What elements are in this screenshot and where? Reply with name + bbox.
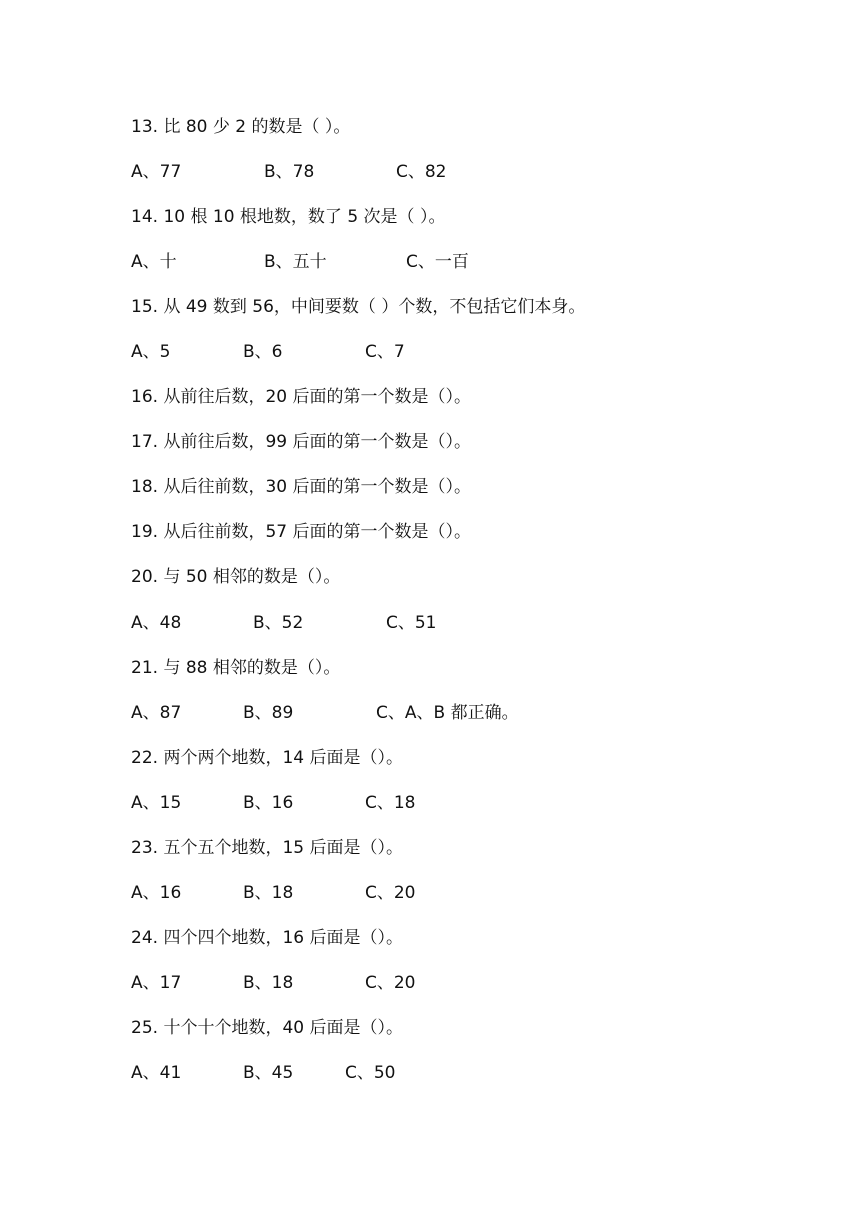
option-b: B、五十 bbox=[264, 252, 327, 272]
question-25 bbox=[131, 1016, 403, 1040]
option-a: A、87 bbox=[131, 703, 182, 723]
question-23 bbox=[131, 836, 403, 860]
option-c: C、20 bbox=[365, 973, 416, 993]
question-24 bbox=[131, 926, 403, 950]
option-c: C、7 bbox=[365, 342, 405, 362]
question-number: 20. bbox=[131, 567, 159, 587]
question-number: 14. bbox=[131, 207, 159, 227]
question-text: 与 88 相邻的数是（）。 bbox=[163, 658, 341, 678]
question-text: 与 50 相邻的数是（）。 bbox=[163, 567, 341, 587]
option-b: B、45 bbox=[243, 1063, 294, 1083]
question-text: 比 80 少 2 的数是（ ）。 bbox=[163, 117, 351, 137]
option-a: A、48 bbox=[131, 613, 182, 633]
option-a: A、77 bbox=[131, 162, 182, 182]
option-c: C、A、B 都正确。 bbox=[376, 703, 519, 723]
question-text: 从后往前数，30 后面的第一个数是（）。 bbox=[163, 477, 471, 497]
question-15 bbox=[131, 295, 585, 319]
question-16 bbox=[131, 385, 471, 409]
question-number: 24. bbox=[131, 928, 159, 948]
option-a: A、十 bbox=[131, 252, 177, 272]
option-b: B、18 bbox=[243, 973, 294, 993]
question-17 bbox=[131, 430, 471, 454]
question-text: 五个五个地数，15 后面是（）。 bbox=[163, 838, 403, 858]
question-number: 17. bbox=[131, 432, 159, 452]
question-text: 从前往后数，20 后面的第一个数是（）。 bbox=[163, 387, 471, 407]
option-b: B、89 bbox=[243, 703, 294, 723]
question-number: 18. bbox=[131, 477, 159, 497]
option-b: B、78 bbox=[264, 162, 315, 182]
question-number: 13. bbox=[131, 117, 159, 137]
option-a: A、15 bbox=[131, 793, 182, 813]
option-b: B、16 bbox=[243, 793, 294, 813]
question-14 bbox=[131, 205, 445, 229]
option-a: A、16 bbox=[131, 883, 182, 903]
option-c: C、82 bbox=[396, 162, 447, 182]
question-number: 25. bbox=[131, 1018, 159, 1038]
question-text: 十个十个地数，40 后面是（）。 bbox=[163, 1018, 403, 1038]
option-a: A、17 bbox=[131, 973, 182, 993]
question-number: 15. bbox=[131, 297, 159, 317]
question-22 bbox=[131, 746, 403, 770]
option-b: B、6 bbox=[243, 342, 283, 362]
option-a: A、41 bbox=[131, 1063, 182, 1083]
option-c: C、20 bbox=[365, 883, 416, 903]
question-text: 两个两个地数，14 后面是（）。 bbox=[163, 748, 403, 768]
question-number: 19. bbox=[131, 522, 159, 542]
question-number: 21. bbox=[131, 658, 159, 678]
question-number: 16. bbox=[131, 387, 159, 407]
question-21 bbox=[131, 656, 340, 680]
option-c: C、18 bbox=[365, 793, 416, 813]
option-b: B、52 bbox=[253, 613, 304, 633]
option-b: B、18 bbox=[243, 883, 294, 903]
question-number: 22. bbox=[131, 748, 159, 768]
question-20 bbox=[131, 565, 340, 589]
option-c: C、50 bbox=[345, 1063, 396, 1083]
question-text: 从后往前数，57 后面的第一个数是（）。 bbox=[163, 522, 471, 542]
question-18 bbox=[131, 475, 471, 499]
question-number: 23. bbox=[131, 838, 159, 858]
question-13 bbox=[131, 115, 350, 139]
option-c: C、一百 bbox=[406, 252, 469, 272]
question-text: 从前往后数，99 后面的第一个数是（）。 bbox=[163, 432, 471, 452]
question-text: 四个四个地数，16 后面是（）。 bbox=[163, 928, 403, 948]
question-text: 从 49 数到 56，中间要数（ ）个数，不包括它们本身。 bbox=[163, 297, 586, 317]
question-text: 10 根 10 根地数，数了 5 次是（ ）。 bbox=[163, 207, 446, 227]
option-a: A、5 bbox=[131, 342, 171, 362]
option-c: C、51 bbox=[386, 613, 437, 633]
question-19 bbox=[131, 520, 471, 544]
